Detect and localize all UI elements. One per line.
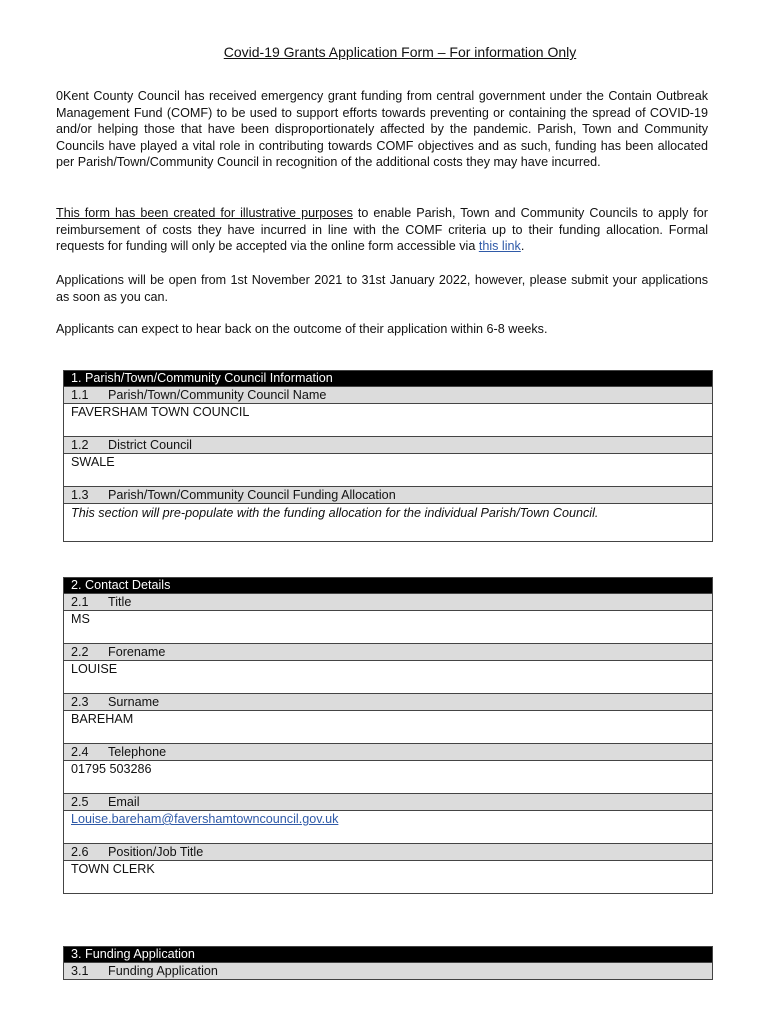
forename-label: 2.2 Forename [64,644,713,661]
section-3-table [63,946,713,980]
email-label: 2.5 Email [64,794,713,811]
surname-field[interactable]: BAREHAM [64,711,713,744]
forename-field[interactable]: LOUISE [64,661,713,694]
council-name-field[interactable]: FAVERSHAM TOWN COUNCIL [64,404,713,437]
funding-allocation-field: This section will pre-populate with the funding allocation for the individual Parish/Town Council. [64,504,713,542]
purpose-paragraph [56,205,708,255]
job-title-field[interactable]: TOWN CLERK [64,861,713,894]
section-1-header: 1. Parish/Town/Community Council Information [64,371,713,387]
purpose-end: . [520,239,525,253]
outcome-paragraph: Applicants can expect to hear back on the outcome of their application within 6-8 weeks. [56,322,548,336]
intro-paragraph: 0Kent County Council has received emergency grant funding from central government under the Contain Outbreak Management Fund (COMF) to be used to support efforts towards preventing or containing the spread of COVID-19 and/or helping those that have been disproportionately affected by the pandemic. Parish, Town and Community Councils have played a vital role in contributing towards COMF objectives and as such, funding has been allocated per Parish/Town/Community Council in recognition of the additional costs they may have incurred. [56,89,708,169]
title-label: 2.1 Title [64,594,713,611]
section-3-header: 3. Funding Application [64,947,713,963]
funding-allocation-label: 1.3 Parish/Town/Community Council Funding Allocation [64,487,713,504]
district-council-label: 1.2 District Council [64,437,713,454]
telephone-label: 2.4 Telephone [64,744,713,761]
job-title-label: 2.6 Position/Job Title [64,844,713,861]
council-name-label: 1.1 Parish/Town/Community Council Name [64,387,713,404]
purpose-text: to enable Parish, Town and Community Councils to apply for reimbursement of costs they have incurred in line with the COMF criteria up to their funding allocation. Formal requests for funding will only be accepted via the online form accessible via [56,206,708,253]
section-2-table [63,577,713,894]
email-link[interactable]: Louise.bareham@favershamtowncouncil.gov.uk [71,812,339,826]
dates-paragraph: Applications will be open from 1st November 2021 to 31st January 2022, however, please submit your applications as soon as you can. [56,273,708,304]
section-1-table [63,370,713,542]
email-field[interactable] [64,811,713,844]
surname-label: 2.3 Surname [64,694,713,711]
district-council-field[interactable]: SWALE [64,454,713,487]
section-2-header: 2. Contact Details [64,578,713,594]
page-title: Covid-19 Grants Application Form – For information Only [223,44,577,60]
purpose-underlined-text: This form has been created for illustrative purposes [56,206,353,220]
title-field[interactable]: MS [64,611,713,644]
funding-application-label: 3.1 Funding Application [64,963,713,980]
online-form-link[interactable]: this link [478,239,521,253]
telephone-field[interactable]: 01795 503286 [64,761,713,794]
